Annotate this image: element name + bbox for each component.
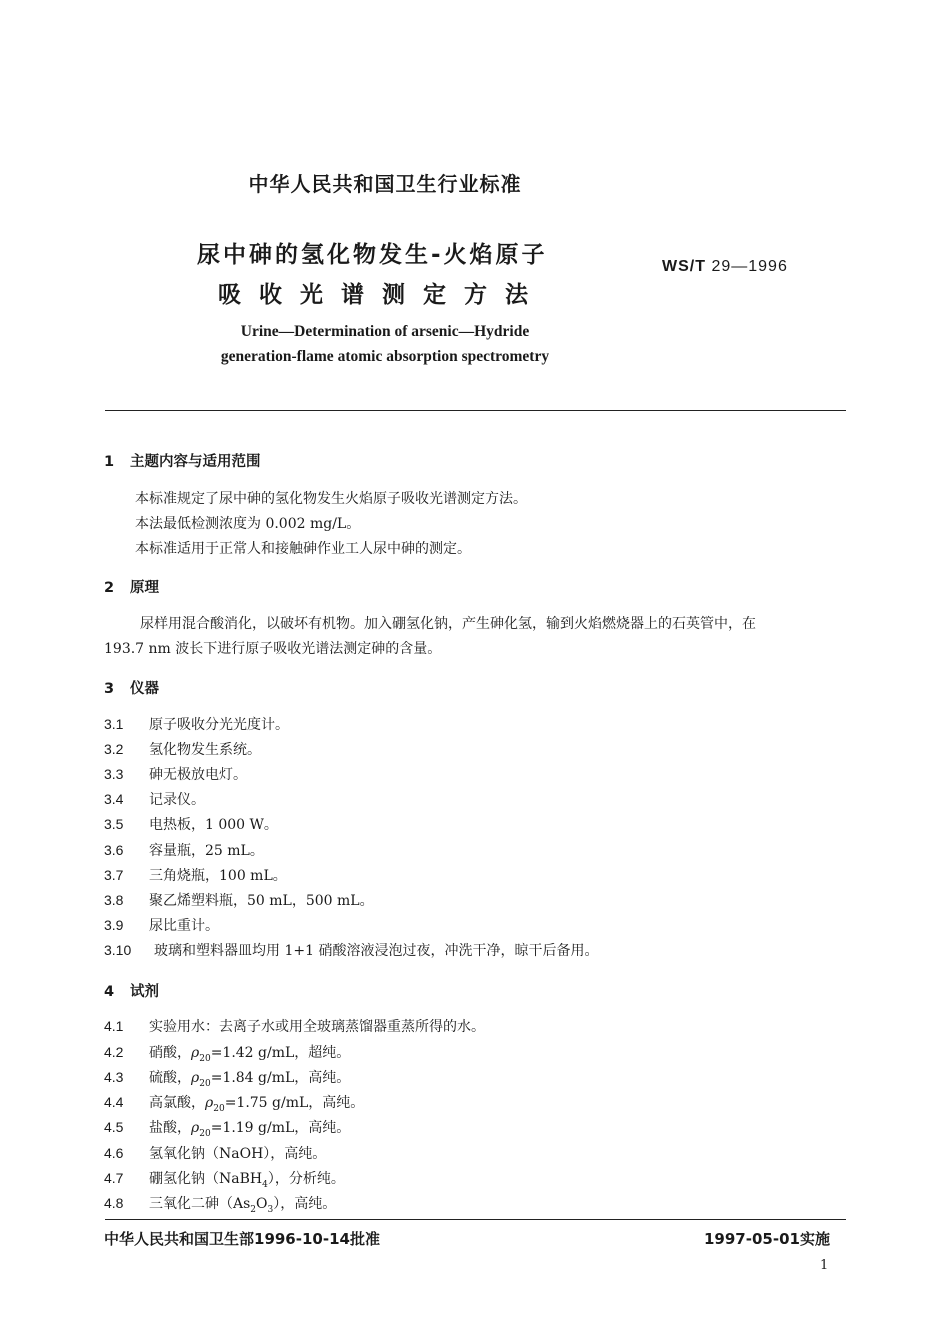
item-text-pre: 硼氢化钠（NaBH: [149, 1171, 263, 1187]
item-number: 4.3: [104, 1069, 124, 1085]
section-1-paragraph: 本标准规定了尿中砷的氢化物发生火焰原子吸收光谱测定方法。: [135, 491, 527, 507]
section-4-item: [104, 1143, 326, 1163]
item-text: 三角烧瓶，100 mL。: [149, 868, 287, 884]
item-text: 砷无极放电灯。: [149, 767, 247, 783]
item-text-post: ），高纯。: [273, 1196, 337, 1212]
section-3-item: [104, 890, 374, 910]
section-3-item: [104, 840, 264, 860]
item-number: 3.7: [104, 867, 124, 883]
section-1-heading: [104, 450, 261, 471]
english-title-line-1: Urine—Determination of arsenic—Hydride: [240, 323, 530, 340]
item-text-pre: 硝酸，: [149, 1045, 191, 1061]
item-number: 3.9: [104, 917, 124, 933]
rho-subscript: 20: [199, 1128, 211, 1139]
item-text-pre: 三氧化二砷（As: [149, 1196, 251, 1212]
section-3-item: [104, 915, 219, 935]
rho-symbol: ρ: [191, 1120, 200, 1136]
effective-date: 1997-05-01实施: [704, 1230, 830, 1248]
item-number: 3.6: [104, 842, 124, 858]
title-line-1: 尿中砷的氢化物发生-火焰原子: [197, 242, 548, 268]
item-text: 氢氧化钠（NaOH），高纯。: [149, 1146, 327, 1162]
rho-subscript: 20: [199, 1078, 211, 1089]
item-number: 4.5: [104, 1119, 124, 1135]
item-number: 3.10: [104, 942, 132, 958]
item-text: 尿比重计。: [149, 918, 219, 934]
section-1-paragraph: 本法最低检测浓度为 0.002 mg/L。: [135, 516, 361, 532]
title-line-2: 吸收光谱测定方法: [218, 282, 546, 308]
item-number: 4.8: [104, 1195, 124, 1211]
rho-subscript: 20: [199, 1053, 211, 1064]
english-title-line-2: generation-flame atomic absorption spectrometry: [220, 348, 550, 365]
standard-code-prefix: WS/T: [662, 258, 706, 275]
standard-code-number: 29—1996: [711, 258, 788, 275]
item-text-post: =1.19 g/mL，高纯。: [210, 1120, 351, 1136]
item-text: 原子吸收分光光度计。: [149, 717, 289, 733]
section-1-paragraph: 本标准适用于正常人和接触砷作业工人尿中砷的测定。: [135, 541, 471, 557]
section-2-text-line-1: 尿样用混合酸消化，以破坏有机物。加入硼氢化钠，产生砷化氢，输到火焰燃烧器上的石英管中，在: [140, 616, 756, 632]
item-text-post: =1.75 g/mL，高纯。: [224, 1095, 365, 1111]
section-4-title: 试剂: [130, 984, 159, 1000]
formula-subscript: 4: [262, 1179, 268, 1190]
standard-type: 中华人民共和国卫生行业标准: [248, 172, 522, 196]
section-4-heading: [104, 980, 159, 1001]
section-4-item: [104, 1168, 345, 1190]
section-4-item: [104, 1042, 350, 1064]
item-text-post: =1.42 g/mL，超纯。: [210, 1045, 351, 1061]
section-4-item: [104, 1193, 336, 1215]
rho-symbol: ρ: [191, 1070, 200, 1086]
approval-line: 中华人民共和国卫生部1996-10-14批准: [104, 1230, 380, 1248]
item-number: 3.5: [104, 816, 124, 832]
section-3-item: [104, 764, 247, 784]
item-number: 4.2: [104, 1044, 124, 1060]
section-3-item: [104, 789, 205, 809]
rho-symbol: ρ: [205, 1095, 214, 1111]
item-number: 3.8: [104, 892, 124, 908]
item-text: 氢化物发生系统。: [149, 742, 261, 758]
item-text: 聚乙烯塑料瓶，50 mL，500 mL。: [149, 893, 374, 909]
item-text-pre: 高氯酸，: [149, 1095, 205, 1111]
section-4-number: 4: [104, 984, 115, 1000]
item-number: 3.4: [104, 791, 124, 807]
footer-divider: [105, 1219, 846, 1220]
section-4-item: [104, 1016, 485, 1036]
section-3-item: [104, 814, 278, 834]
item-number: 4.4: [104, 1094, 124, 1110]
section-3-item: [104, 739, 261, 759]
section-2-text-line-2: 193.7 nm 波长下进行原子吸收光谱法测定砷的含量。: [104, 641, 442, 657]
rho-symbol: ρ: [191, 1045, 200, 1061]
section-1-title: 主题内容与适用范围: [130, 454, 261, 470]
item-text-post: ），分析纯。: [267, 1171, 345, 1187]
rho-subscript: 20: [213, 1103, 225, 1114]
item-text-pre: 硫酸，: [149, 1070, 191, 1086]
section-2-number: 2: [104, 580, 115, 596]
section-3-item: [104, 714, 289, 734]
item-number: 3.3: [104, 766, 124, 782]
item-number: 4.7: [104, 1170, 124, 1186]
section-3-number: 3: [104, 681, 115, 697]
formula-element: O: [256, 1196, 268, 1212]
item-text-pre: 盐酸，: [149, 1120, 191, 1136]
section-4-item: [104, 1117, 350, 1139]
item-text: 实验用水：去离子水或用全玻璃蒸馏器重蒸所得的水。: [149, 1019, 485, 1035]
item-number: 4.1: [104, 1018, 124, 1034]
item-number: 3.1: [104, 716, 124, 732]
section-2-title: 原理: [130, 580, 159, 596]
item-text: 容量瓶，25 mL。: [149, 843, 264, 859]
item-text: 电热板，1 000 W。: [149, 817, 278, 833]
formula-subscript: 2: [250, 1204, 257, 1215]
section-2-heading: [104, 576, 159, 597]
item-text: 玻璃和塑料器皿均用 1+1 硝酸溶液浸泡过夜，冲洗干净，晾干后备用。: [154, 943, 599, 959]
formula-subscript: 3: [267, 1204, 274, 1215]
item-text: 记录仪。: [149, 792, 205, 808]
item-number: 3.2: [104, 741, 124, 757]
item-text-post: =1.84 g/mL，高纯。: [210, 1070, 351, 1086]
section-4-item: [104, 1067, 350, 1089]
section-4-item: [104, 1092, 364, 1114]
standard-code: [662, 258, 788, 276]
section-3-item: [104, 865, 287, 885]
section-3-item: [104, 940, 598, 960]
section-3-title: 仪器: [130, 681, 159, 697]
item-number: 4.6: [104, 1145, 124, 1161]
page-number: 1: [820, 1258, 829, 1273]
header-divider: [105, 410, 846, 411]
section-1-number: 1: [104, 454, 115, 470]
section-3-heading: [104, 677, 159, 698]
